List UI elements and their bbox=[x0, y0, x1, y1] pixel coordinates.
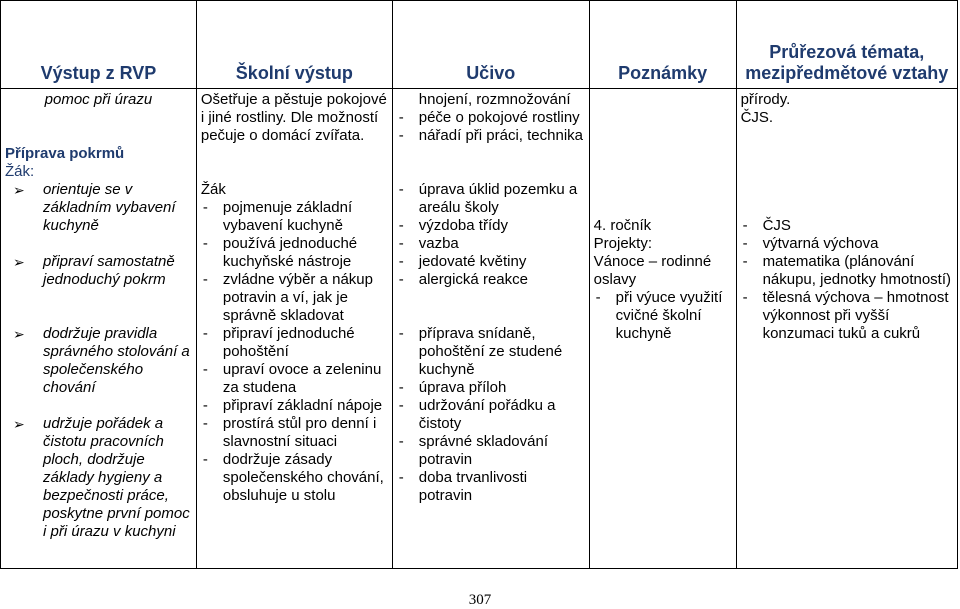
cross-top-line2: ČJS. bbox=[740, 109, 774, 126]
notes-item: - při výuce využití cvičné školní kuchyně bbox=[595, 289, 723, 342]
curriculum-item: - jedovaté květiny bbox=[398, 253, 527, 270]
section-title: Příprava pokrmů bbox=[5, 145, 125, 162]
header-curriculum: Učivo bbox=[392, 1, 589, 89]
content-row bbox=[1, 89, 958, 569]
notes-grade: 4. ročník bbox=[593, 217, 652, 234]
cross-item: - matematika (plánování nákupu, jednotky hmotností) bbox=[742, 253, 952, 288]
cell-school-output bbox=[196, 89, 392, 569]
curriculum-item: - úprava úklid pozemku a areálu školy bbox=[398, 181, 578, 216]
page-number: 307 bbox=[468, 592, 492, 608]
school-zak-label: Žák bbox=[200, 181, 226, 198]
cross-item: - tělesná výchova – hmotnost výkonnost při vyšší konzumaci tuků a cukrů bbox=[742, 289, 949, 342]
cell-rvp-output bbox=[1, 89, 197, 569]
rvp-item: ➢ udržuje pořádek a čistotu pracovních ploch, dodržuje základy hygieny a bezpečnosti práce, poskytne první pomoc i při úrazu v kuchyni bbox=[13, 415, 190, 540]
school-item: - používá jednoduché kuchyňské nástroje bbox=[202, 235, 358, 270]
rvp-item: ➢ orientuje se v základním vybavení kuchyně bbox=[13, 181, 176, 234]
rvp-zak-label: Žák: bbox=[5, 163, 35, 180]
curriculum-item: - vazba bbox=[398, 235, 459, 252]
arrow-bullet-icon: ➢ bbox=[13, 182, 25, 198]
cross-item: - ČJS bbox=[742, 217, 791, 234]
curriculum-item: - výzdoba třídy bbox=[398, 217, 508, 234]
cross-top-line1: přírody. bbox=[740, 91, 791, 108]
rvp-item: ➢ připraví samostatně jednoduchý pokrm bbox=[13, 253, 175, 288]
school-item: - prostírá stůl pro denní i slavnostní situaci bbox=[202, 415, 377, 450]
rvp-item: ➢ dodržuje pravidla správného stolování a společenského chování bbox=[13, 325, 190, 396]
header-rvp-output: Výstup z RVP bbox=[1, 1, 197, 89]
school-top-text: Ošetřuje a pěstuje pokojové i jiné rostliny. Dle možností pečuje o domácí zvířata. bbox=[200, 91, 387, 144]
curriculum-item: - správné skladování potravin bbox=[398, 433, 548, 468]
curriculum-item: - alergická reakce bbox=[398, 271, 528, 288]
notes-project-line: Vánoce – rodinné oslavy bbox=[593, 253, 712, 288]
school-item: - připraví jednoduché pohoštění bbox=[202, 325, 355, 360]
school-item: - zvládne výběr a nákup potravin a ví, jak je správně skladovat bbox=[202, 271, 373, 324]
cell-curriculum bbox=[392, 89, 589, 569]
curriculum-item: - příprava snídaně, pohoštění ze studené kuchyně bbox=[398, 325, 563, 378]
curriculum-item: - doba trvanlivosti potravin bbox=[398, 469, 528, 504]
curriculum-top-cont: hnojení, rozmnožování bbox=[418, 91, 571, 108]
school-item: - pojmenuje základní vybavení kuchyně bbox=[202, 199, 353, 234]
arrow-bullet-icon: ➢ bbox=[13, 254, 25, 270]
curriculum-item: - úprava příloh bbox=[398, 379, 507, 396]
header-cross-topics: Průřezová témata, mezipředmětové vztahy bbox=[736, 1, 957, 89]
school-item: - dodržuje zásady společenského chování, obsluhuje u stolu bbox=[202, 451, 384, 504]
header-row bbox=[1, 1, 958, 89]
cell-notes bbox=[589, 89, 736, 569]
rvp-top-line: pomoc při úrazu bbox=[44, 91, 153, 108]
header-school-output: Školní výstup bbox=[196, 1, 392, 89]
arrow-bullet-icon: ➢ bbox=[13, 416, 25, 432]
school-item: - upraví ovoce a zeleninu za studena bbox=[202, 361, 382, 396]
arrow-bullet-icon: ➢ bbox=[13, 326, 25, 342]
cell-cross-topics bbox=[736, 89, 957, 569]
notes-projects-label: Projekty: bbox=[593, 235, 653, 252]
header-notes: Poznámky bbox=[589, 1, 736, 89]
curriculum-item: - péče o pokojové rostliny bbox=[398, 109, 580, 126]
cross-item: - výtvarná výchova bbox=[742, 235, 879, 252]
curriculum-item: - udržování pořádku a čistoty bbox=[398, 397, 556, 432]
school-item: - připraví základní nápoje bbox=[202, 397, 383, 414]
curriculum-item: - nářadí při práci, technika bbox=[398, 127, 584, 144]
